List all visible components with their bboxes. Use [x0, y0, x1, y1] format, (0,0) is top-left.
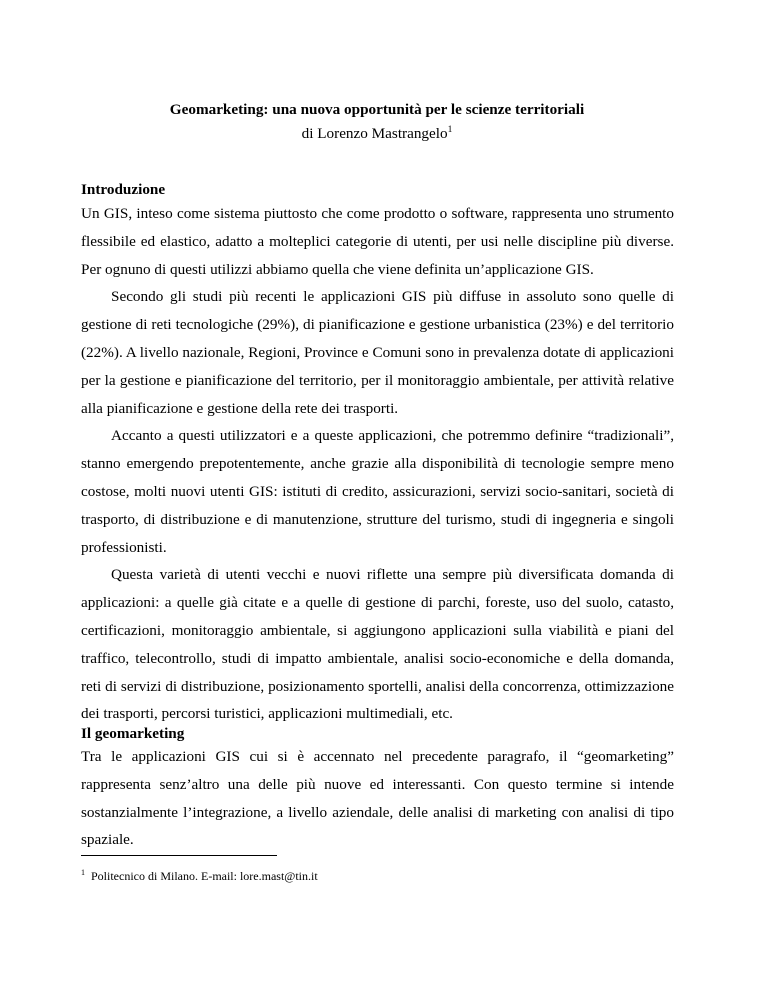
title-block — [80, 98, 674, 146]
footnote-mark: 1 — [81, 868, 85, 877]
paragraph: Un GIS, inteso come sistema piuttosto che come prodotto o software, rappresenta uno strumento flessibile ed elastico, adatto a molteplici categorie di utenti, per usi nelle discipline più diverse. Per ognuno di questi utilizzi abbiamo quella che viene definita un’applicazione GIS. — [81, 205, 674, 278]
footnote-text: Politecnico di Milano. E-mail: lore.mast@tin.it — [91, 869, 318, 883]
author-line — [80, 122, 674, 146]
footnote — [81, 868, 674, 884]
section-geomarketing-body — [81, 743, 674, 854]
section-heading-introduzione: Introduzione — [81, 181, 166, 198]
paragraph: Tra le applicazioni GIS cui si è accennato nel precedente paragrafo, il “geomarketing” rappresenta senz’altro una delle più nuove ed interessanti. Con questo termine si intende sostanzialmente l’integrazione, a livello aziendale, delle analisi di marketing con analisi di tipo spaziale. — [81, 748, 674, 849]
paper-title: Geomarketing: una nuova opportunità per le scienze territoriali — [169, 101, 585, 118]
author-name: di Lorenzo Mastrangelo — [301, 125, 448, 142]
footnote-ref-mark: 1 — [447, 124, 453, 135]
paragraph: Secondo gli studi più recenti le applicazioni GIS più diffuse in assoluto sono quelle di gestione di reti tecnologiche (29%), di pianificazione e gestione urbanistica (23%) e del territorio (22%). A livello nazionale, Regioni, Province e Comuni sono in prevalenza dotate di applicazioni per la gestione e pianificazione del territorio, per il monitoraggio ambientale, per attività relative alla pianificazione e gestione della rete dei trasporti. — [81, 288, 674, 417]
section-introduzione-body — [81, 200, 674, 728]
paragraph: Questa varietà di utenti vecchi e nuovi riflette una sempre più diversificata domanda di applicazioni: a quelle già citate e a quelle di gestione di parchi, foreste, uso del suolo, catasto, certificazioni, monitoraggio ambientale, si aggiungono applicazioni sulla viabilità e piani del traffico, telecontrollo, studi di impatto ambientale, analisi socio-economiche e della domanda, reti di servizi di distribuzione, posizionamento sportelli, analisi della concorrenza, ottimizzazione dei trasporti, percorsi turistici, applicazioni multimediali, etc. — [81, 566, 674, 723]
footnote-separator — [81, 855, 277, 856]
paragraph: Accanto a questi utilizzatori e a queste applicazioni, che potremmo definire “tradizionali”, stanno emergendo prepotentemente, anche grazie alla disponibilità di tecnologie sempre meno costose, molti nuovi utenti GIS: istituti di credito, assicurazioni, servizi socio-sanitari, società di trasporto, di distribuzione e di manutenzione, strutture del turismo, studi di ingegneria e singoli professionisti. — [81, 427, 674, 556]
section-heading-geomarketing: Il geomarketing — [81, 725, 185, 742]
